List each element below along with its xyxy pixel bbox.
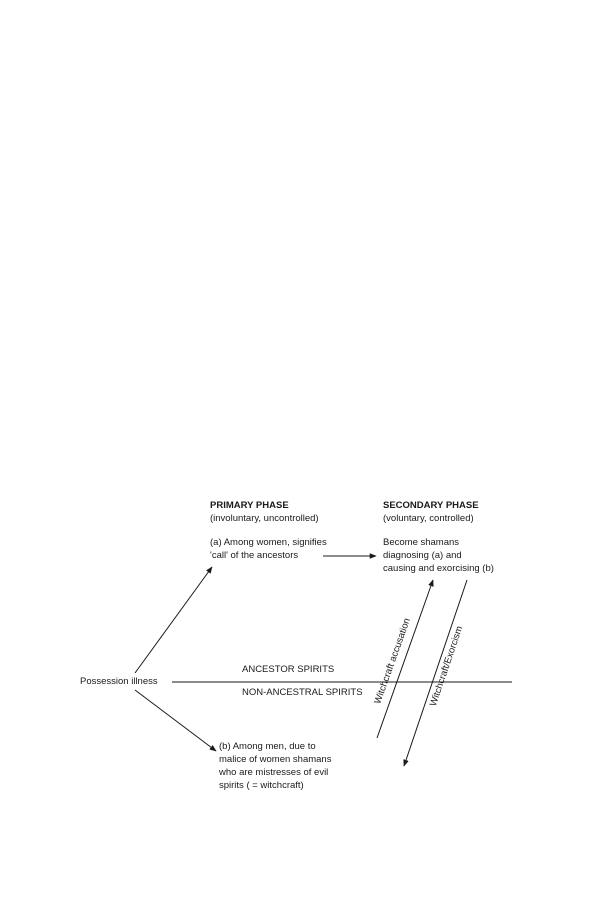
secondary-text-line1: Become shamans (383, 537, 460, 548)
arrow-to-men (135, 690, 216, 751)
arrow-to-women (135, 567, 212, 673)
secondary-text-line2: diagnosing (a) and (383, 550, 462, 561)
men-text-line3: who are mistresses of evil (219, 767, 329, 778)
witchcraft-accusation-arrow (377, 580, 433, 738)
witchcraft-exorcism-arrow (404, 580, 467, 766)
possession-illness-label: Possession illness (80, 676, 158, 687)
primary-phase-subtitle: (involuntary, uncontrolled) (210, 513, 319, 524)
secondary-phase-subtitle: (voluntary, controlled) (383, 513, 474, 524)
witchcraft-exorcism-label: Witchcraft/Exorcism (427, 624, 466, 708)
ancestor-spirits-label: ANCESTOR SPIRITS (242, 664, 335, 675)
witchcraft-accusation-label: Witchcraft accusation (372, 616, 413, 706)
women-text-line1: (a) Among women, signifies (210, 537, 327, 548)
secondary-phase-title: SECONDARY PHASE (383, 500, 479, 511)
men-text-line1: (b) Among men, due to (219, 741, 316, 752)
men-text-line4: spirits ( = witchcraft) (219, 780, 304, 791)
women-text-line2: 'call' of the ancestors (210, 550, 299, 561)
men-text-line2: malice of women shamans (219, 754, 332, 765)
non-ancestral-spirits-label: NON-ANCESTRAL SPIRITS (242, 687, 363, 698)
secondary-text-line3: causing and exorcising (b) (383, 563, 494, 574)
primary-phase-title: PRIMARY PHASE (210, 500, 289, 511)
